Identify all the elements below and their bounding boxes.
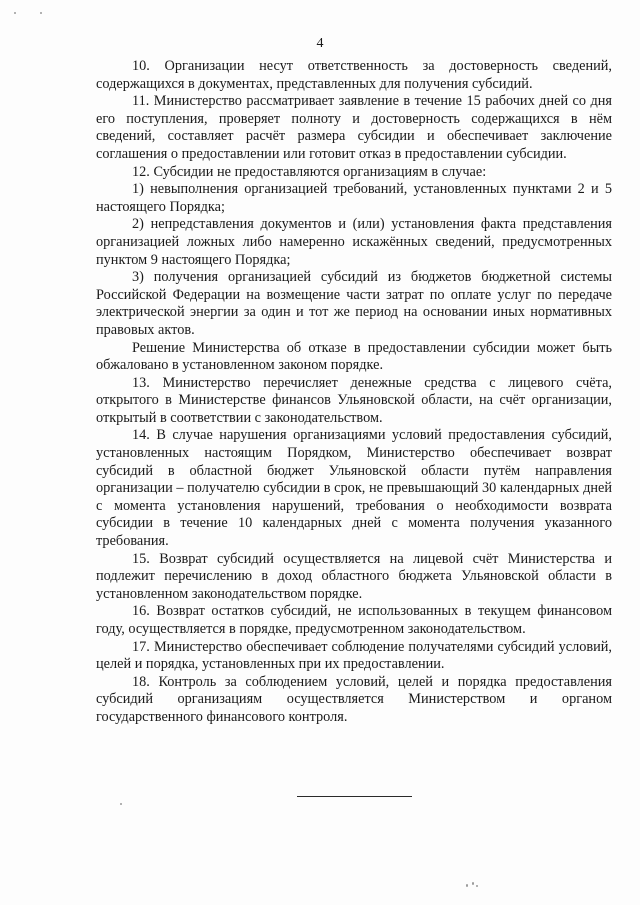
paragraph-16: 16. Возврат остатков субсидий, не использованных в текущем финансовом году, осуществляется в порядке, предусмотренном законодательством. [96,603,612,637]
paragraph-11: 11. Министерство рассматривает заявление в течение 15 рабочих дней со дня его поступления, проверяет полноту и достоверность содержащихся в нём сведений, составляет расчёт размера субсидии и обеспечивает заключение соглашения о предоставлении или готовит отказ в предоставлении субсидии. [96,93,612,162]
paragraph-17: 17. Министерство обеспечивает соблюдение получателями субсидий условий, целей и порядка, установленных при их предоставлении. [96,638,612,673]
scan-speck [120,803,122,805]
paragraph-12-item-3: 3) получения организацией субсидий из бюджетов бюджетной системы Российской Федерации на возмещение части затрат по оплате услуг по передаче электрической энергии за один и тот же период на основании иных нормативных правовых актов. [96,269,612,338]
paragraph-14: 14. В случае нарушения организациями условий предоставления субсидий, установленных настоящим Порядком, Министерство обеспечивает возврат субсидий в областной бюджет Ульяновской области путём направления организации – получателю субсидии в срок, не превышающий 30 календарных дней с момента установления нарушений, требования о необходимости возврата субсидии в течение 10 календарных дней с момента получения указанного требования. [96,427,612,550]
paragraph-12-item-1: 1) невыполнения организацией требований, установленных пунктами 2 и 5 настоящего Порядка; [96,181,612,215]
scan-speck [472,882,474,885]
paragraph-15: 15. Возврат субсидий осуществляется на лицевой счёт Министерства и подлежит перечислению в доход областного бюджета Ульяновской области в установленном законодательством порядке. [96,550,612,602]
paragraph-12-item-2: 2) непредставления документов и (или) установления факта представления организацией ложных либо намеренно искажённых сведений, предусмотренных пунктом 9 настоящего Порядка; [96,216,612,268]
scan-speck [40,12,42,14]
page-number: 4 [316,36,324,51]
scan-speck [14,12,16,14]
paragraph-refusal-appeal: Решение Министерства об отказе в предоставлении субсидии может быть обжаловано в установленном законом порядке. [96,339,612,374]
paragraph-18: 18. Контроль за соблюдением условий, целей и порядка предоставления субсидий организациям осуществляется Министерством и органом государственного финансового контроля. [96,673,612,725]
end-divider [297,796,412,797]
paragraph-10: 10. Организации несут ответственность за достоверность сведений, содержащихся в документах, представленных для получения субсидий. [96,58,612,92]
paragraph-13: 13. Министерство перечисляет денежные средства с лицевого счёта, открытого в Министерстве финансов Ульяновской области, на счёт организации, открытый в соответствии с законодательством. [96,374,612,426]
scan-speck [466,884,468,887]
paragraph-12: 12. Субсидии не предоставляются организациям в случае: [132,163,487,180]
document-body [96,58,612,727]
scan-speck [476,885,478,887]
